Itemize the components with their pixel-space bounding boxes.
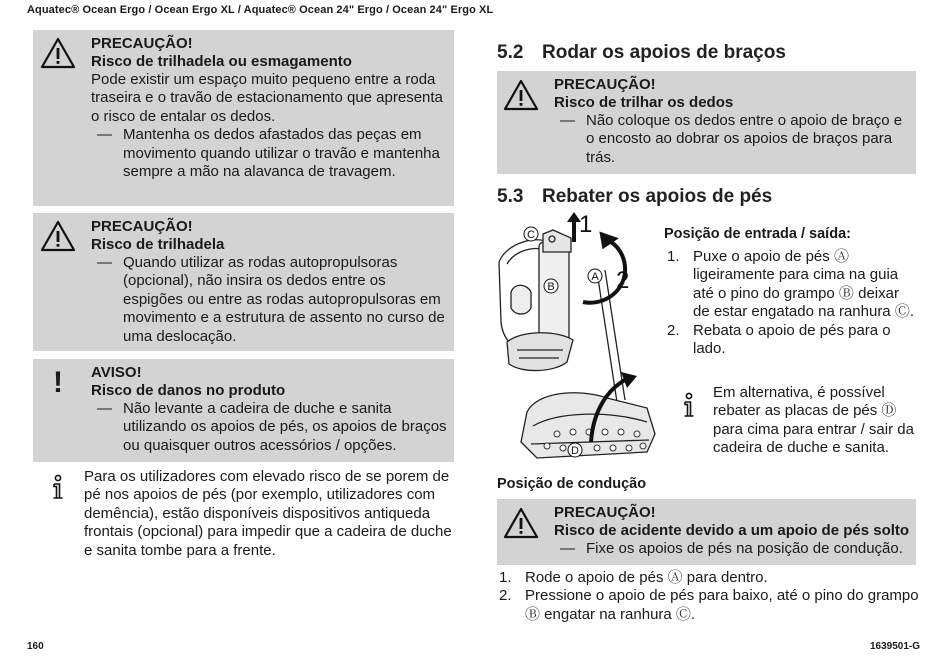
caution-box-armrest [497, 71, 916, 174]
info-icon [681, 392, 697, 420]
exclamation-icon: ! [53, 366, 63, 399]
info-icon [50, 474, 66, 502]
step-item: 1. Rode o apoio de pés Ⓐ para dentro. [499, 569, 768, 586]
arrow-step-1-label: 1 [579, 212, 593, 238]
info-note-anti-tip: Para os utilizadores com elevado risco de se porem de pé nos apoios de pés (por exemplo, utilizadores com demência), estão disponíveis dispositivos antiqueda frontais (opcional) para impedir que a cadeira de duche e sanita tombe para a frente. [84, 468, 452, 559]
arrow-step-2-label: 2 [616, 267, 630, 294]
caution-box-pinch-crush [33, 30, 454, 206]
warning-triangle-icon [503, 79, 539, 111]
caution-body: Pode existir um espaço muito pequeno entre a roda traseira e o travão de estacionamento que apresenta o risco de entalar os dedos. [91, 71, 443, 125]
step-item: 1. Puxe o apoio de pés Ⓐ ligeiramente para cima na guia até o pino do grampo Ⓑ deixar de estar engatado na ranhura Ⓒ. [667, 248, 914, 321]
caution-label: PRECAUÇÃO! [91, 35, 193, 52]
caution-title: Risco de trilhadela ou esmagamento [91, 53, 352, 70]
driving-position-steps [499, 569, 919, 624]
caution-item: — Quando utilizar as rodas autopropulsoras (opcional), não insira os dedos entre os espigões ou entre as rodas autopropulsoras em movimento e a estrutura de assento no curso de uma deslocação. [97, 254, 445, 345]
caution-content [554, 504, 912, 558]
caution-label: PRECAUÇÃO! [91, 218, 193, 235]
document-id: 1639501-G [869, 641, 920, 652]
caution-box-pinch [33, 213, 454, 351]
callout-b: B [547, 281, 555, 293]
notice-box-product-damage [33, 359, 454, 462]
callout-a: A [591, 271, 599, 283]
callout-c: C [527, 229, 535, 241]
warning-triangle-icon [40, 220, 76, 252]
step-item: 2. Pressione o apoio de pés para baixo, até o pino do grampo Ⓑ engatar na ranhura Ⓒ. [499, 587, 919, 623]
callout-d: D [571, 445, 579, 457]
caution-title: Risco de trilhar os dedos [554, 94, 734, 111]
entry-exit-heading: Posição de entrada / saída: [664, 226, 851, 242]
driving-position-heading: Posição de condução [497, 476, 647, 492]
page-header: Aquatec® Ocean Ergo / Ocean Ergo XL / Aquatec® Ocean 24" Ergo / Ocean 24" Ergo XL [27, 4, 494, 16]
caution-content [91, 35, 449, 181]
caution-item: — Fixe os apoios de pés na posição de condução. [560, 540, 903, 557]
caution-item: — Não coloque os dedos entre o apoio de braço e o encosto ao dobrar os apoios de braços para trás. [560, 112, 903, 166]
entry-exit-steps [667, 248, 917, 358]
info-note-foot-plates: Em alternativa, é possível rebater as placas de pés Ⓓ para cima para entrar / sair da cadeira de duche e sanita. [713, 384, 914, 457]
section-5-2-heading: 5.2 Rodar os apoios de braços [497, 42, 786, 63]
notice-title: Risco de danos no produto [91, 382, 286, 399]
caution-label: PRECAUÇÃO! [554, 504, 656, 521]
caution-content [91, 218, 449, 346]
caution-title: Risco de acidente devido a um apoio de pés solto [554, 522, 910, 539]
caution-content [554, 76, 910, 167]
caution-item: — Mantenha os dedos afastados das peças em movimento quando utilizar o travão e mantenha sempre a mão na alavanca de travagem. [97, 126, 440, 181]
caution-box-loose-footrest [497, 499, 916, 565]
caution-title: Risco de trilhadela [91, 236, 225, 253]
notice-item: — Não levante a cadeira de duche e sanita utilizando os apoios de pés, os apoios de braços ou quaisquer outros acessórios / opções. [97, 400, 447, 454]
caution-label: PRECAUÇÃO! [554, 76, 656, 93]
footrest-illustration [497, 212, 661, 464]
warning-triangle-icon [503, 507, 539, 539]
warning-triangle-icon [40, 37, 76, 69]
notice-label: AVISO! [91, 364, 142, 381]
step-item: 2. Rebata o apoio de pés para o lado. [667, 321, 891, 358]
section-5-3-heading: 5.3 Rebater os apoios de pés [497, 186, 773, 207]
page-number: 160 [27, 641, 44, 652]
notice-content [91, 364, 449, 455]
